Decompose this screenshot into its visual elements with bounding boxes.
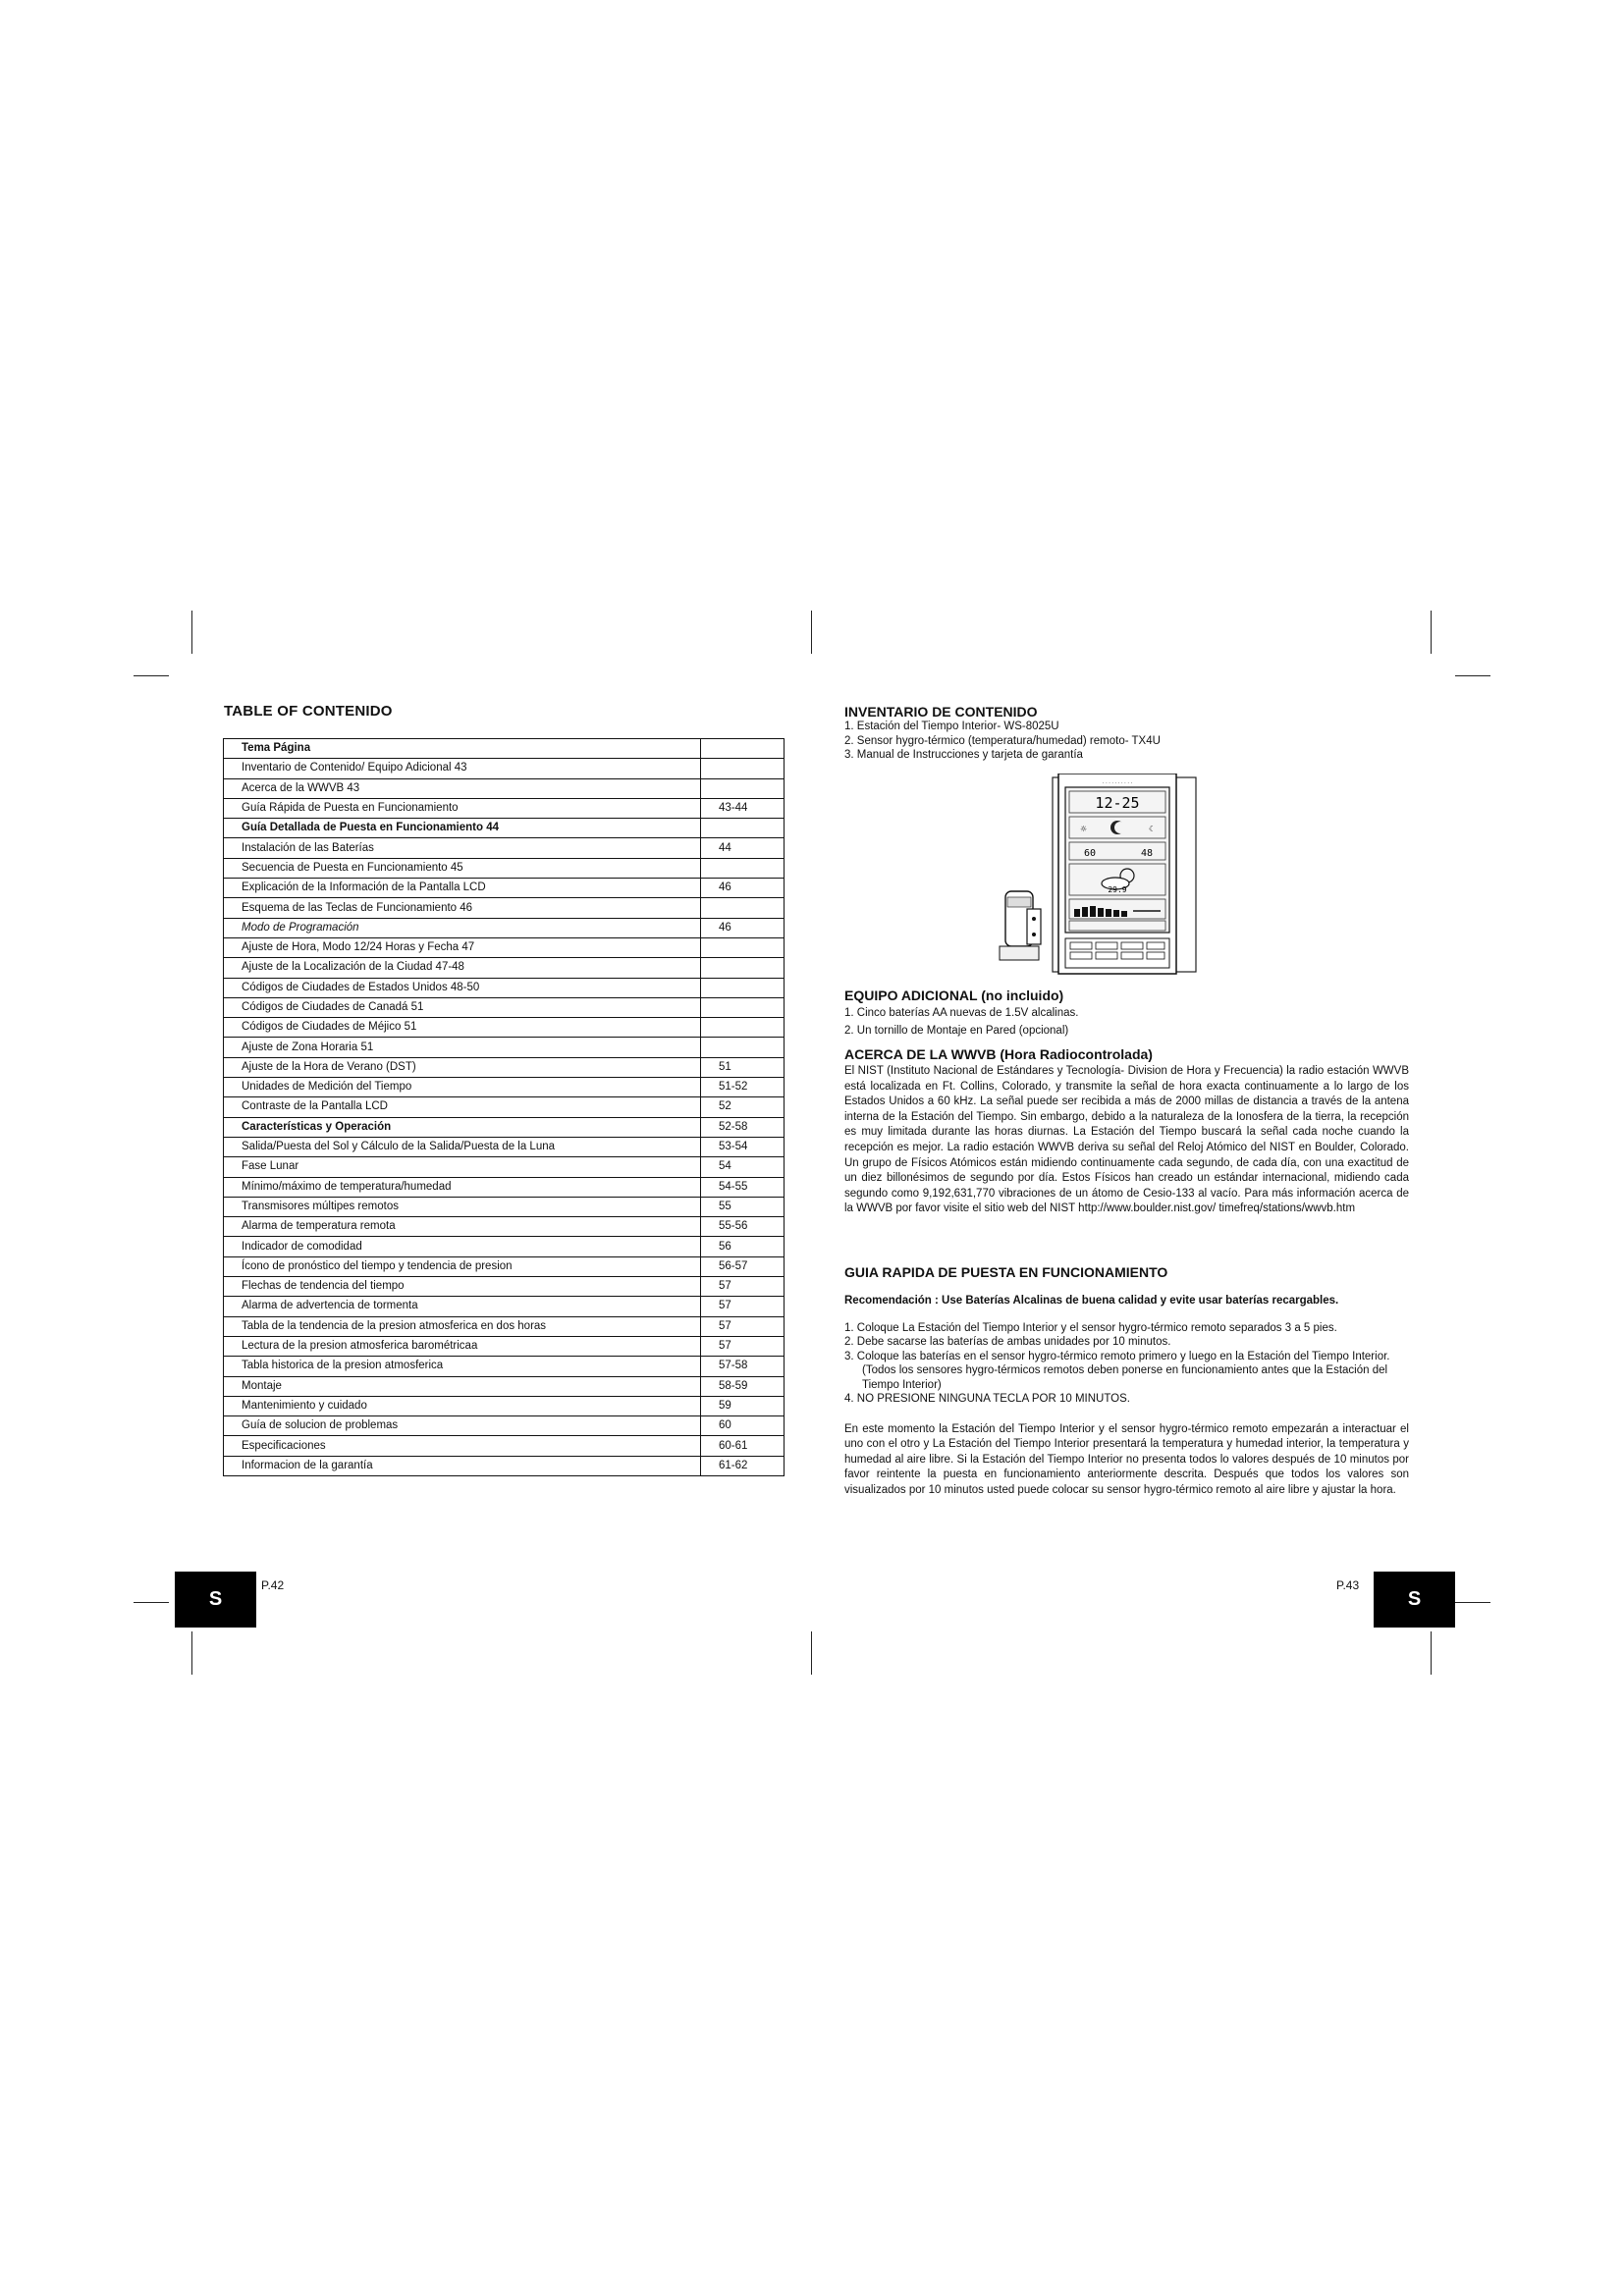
toc-page-cell bbox=[701, 778, 785, 798]
toc-page-cell: 59 bbox=[701, 1396, 785, 1415]
toc-topic-cell: Secuencia de Puesta en Funcionamiento 45 bbox=[224, 858, 701, 878]
table-row bbox=[224, 1217, 785, 1237]
toc-page-cell bbox=[701, 858, 785, 878]
toc-topic-cell: Características y Operación bbox=[224, 1117, 701, 1137]
table-row bbox=[224, 1038, 785, 1057]
toc-topic-cell: Guía Rápida de Puesta en Funcionamiento bbox=[224, 798, 701, 818]
toc-page-cell bbox=[701, 759, 785, 778]
table-row bbox=[224, 1436, 785, 1456]
table-row bbox=[224, 1197, 785, 1216]
toc-page-cell: 55-56 bbox=[701, 1217, 785, 1237]
table-row bbox=[224, 978, 785, 997]
table-row bbox=[224, 1137, 785, 1156]
toc-page-cell: 54-55 bbox=[701, 1177, 785, 1197]
page-number-right: P.43 bbox=[1336, 1578, 1360, 1592]
toc-topic-cell: Tema Página bbox=[224, 739, 701, 759]
table-row bbox=[224, 1157, 785, 1177]
table-row bbox=[224, 1456, 785, 1475]
list-item-note: (Todos los sensores hygro-térmicos remotos deben ponerse en funcionamiento antes que la Estación del Tiempo Interior) bbox=[862, 1364, 1388, 1391]
toc-page-cell bbox=[701, 978, 785, 997]
toc-page-cell: 57 bbox=[701, 1297, 785, 1316]
toc-topic-cell: Explicación de la Información de la Pantalla LCD bbox=[224, 879, 701, 898]
toc-page-cell bbox=[701, 819, 785, 838]
list-item: 3. Manual de Instrucciones y tarjeta de garantía bbox=[844, 749, 1083, 761]
toc-topic-cell: Ícono de pronóstico del tiempo y tendencia de presion bbox=[224, 1256, 701, 1276]
toc-table bbox=[223, 738, 785, 1476]
toc-topic-cell: Alarma de temperatura remota bbox=[224, 1217, 701, 1237]
table-row bbox=[224, 1357, 785, 1376]
display-date: 12-25 bbox=[1095, 794, 1140, 812]
toc-page-cell: 54 bbox=[701, 1157, 785, 1177]
table-row bbox=[224, 997, 785, 1017]
quick-steps-list bbox=[844, 1321, 1409, 1407]
toc-page-cell: 43-44 bbox=[701, 798, 785, 818]
equipment-heading: EQUIPO ADICIONAL (no incluido) bbox=[844, 988, 1064, 1003]
table-row bbox=[224, 1376, 785, 1396]
toc-topic-cell: Unidades de Medición del Tiempo bbox=[224, 1078, 701, 1097]
quick-setup-section bbox=[844, 1264, 1409, 1499]
toc-page-cell bbox=[701, 739, 785, 759]
crop-mark bbox=[191, 611, 192, 654]
table-row bbox=[224, 1336, 785, 1356]
weather-station-illustration bbox=[992, 774, 1208, 982]
toc-page-cell: 57 bbox=[701, 1277, 785, 1297]
toc-page-cell: 60 bbox=[701, 1416, 785, 1436]
toc-topic-cell: Informacion de la garantía bbox=[224, 1456, 701, 1475]
table-row bbox=[224, 739, 785, 759]
toc-topic-cell: Montaje bbox=[224, 1376, 701, 1396]
crop-mark bbox=[811, 1631, 812, 1675]
toc-topic-cell: Flechas de tendencia del tiempo bbox=[224, 1277, 701, 1297]
table-row bbox=[224, 759, 785, 778]
toc-page-cell: 57-58 bbox=[701, 1357, 785, 1376]
table-row bbox=[224, 858, 785, 878]
crop-mark bbox=[191, 1631, 192, 1675]
table-row bbox=[224, 1277, 785, 1297]
list-item: 1. Estación del Tiempo Interior- WS-8025U bbox=[844, 721, 1059, 732]
recommendation-text: Recomendación : Use Baterías Alcalinas de buena calidad y evite usar baterías recargables. bbox=[844, 1295, 1339, 1307]
toc-topic-cell: Lectura de la presion atmosferica barométricaa bbox=[224, 1336, 701, 1356]
table-row bbox=[224, 898, 785, 918]
toc-page-cell: 53-54 bbox=[701, 1137, 785, 1156]
page-number-left: P.42 bbox=[261, 1578, 285, 1592]
toc-topic-cell: Fase Lunar bbox=[224, 1157, 701, 1177]
toc-topic-cell: Especificaciones bbox=[224, 1436, 701, 1456]
toc-page-cell: 51 bbox=[701, 1057, 785, 1077]
toc-topic-cell: Contraste de la Pantalla LCD bbox=[224, 1097, 701, 1117]
toc-page-cell bbox=[701, 1038, 785, 1057]
toc-topic-cell: Esquema de las Teclas de Funcionamiento 46 bbox=[224, 898, 701, 918]
toc-topic-cell: Indicador de comodidad bbox=[224, 1237, 701, 1256]
toc-topic-cell: Alarma de advertencia de tormenta bbox=[224, 1297, 701, 1316]
equipment-section bbox=[844, 988, 1409, 1038]
toc-topic-cell: Instalación de las Baterías bbox=[224, 838, 701, 858]
table-row bbox=[224, 1057, 785, 1077]
badge-label: S bbox=[208, 1588, 223, 1610]
toc-page-cell bbox=[701, 937, 785, 957]
crop-mark bbox=[1431, 611, 1432, 654]
toc-topic-cell: Salida/Puesta del Sol y Cálculo de la Salida/Puesta de la Luna bbox=[224, 1137, 701, 1156]
toc-topic-cell: Transmisores múltipes remotos bbox=[224, 1197, 701, 1216]
section-badge-right bbox=[1374, 1572, 1455, 1628]
wwvb-heading: ACERCA DE LA WWVB (Hora Radiocontrolada) bbox=[844, 1046, 1153, 1062]
toc-topic-cell: Modo de Programación bbox=[224, 918, 701, 937]
table-row bbox=[224, 1297, 785, 1316]
table-row bbox=[224, 798, 785, 818]
crop-mark bbox=[811, 611, 812, 654]
toc-topic-cell: Guía de solucion de problemas bbox=[224, 1416, 701, 1436]
svg-text:☼: ☼ bbox=[1080, 825, 1088, 833]
table-row bbox=[224, 958, 785, 978]
list-item: 2. Debe sacarse las baterías de ambas unidades por 10 minutos. bbox=[844, 1336, 1171, 1349]
toc-page-cell bbox=[701, 1018, 785, 1038]
toc-page-cell: 55 bbox=[701, 1197, 785, 1216]
toc-topic-cell: Inventario de Contenido/ Equipo Adicional 43 bbox=[224, 759, 701, 778]
table-row bbox=[224, 1316, 785, 1336]
wwvb-text: El NIST (Instituto Nacional de Estándares y Tecnología- Division de Hora y Frecuencia) la radio estación WWVB está localizada en Ft. Collins, Colorado, y transmite la señal de hora exacta continuamente a lo largo de los Estados Unidos a 60 kHz. La señal puede ser recibida a más de 2000 millas de distancia a través de la antena interna de la Estación del Tiempo. Sin embargo, debido a la naturaleza de la Ionosfera de la tierra, la recepción es muy limitada durante las horas diurnas. La Estación del Tiempo buscará la señal cada noche cuando la recepción es mejor. La radio estación WWVB deriva su señal del Reloj Atómico del NIST en Boulder, Colorado. Un grupo de Físicos Atómicos están midiendo continuamente cada segundo, de cada día, con una exactitud de un diez billonésimos de segundo por día. Estos Físicos han creado un estándar internacional, midiendo cada segundo como 9,192,631,770 vibraciones de un átomo de Cesio-133 al vacío. Para más información acerca de la WWVB por favor visite el sitio web del NIST http://www.boulder.nist.gov/ timefreq/stations/wwvb.htm bbox=[844, 1065, 1409, 1215]
table-row bbox=[224, 1177, 785, 1197]
toc-page-cell bbox=[701, 997, 785, 1017]
table-row bbox=[224, 1416, 785, 1436]
toc-topic-cell: Ajuste de Zona Horaria 51 bbox=[224, 1038, 701, 1057]
toc-topic-cell: Mantenimiento y cuidado bbox=[224, 1396, 701, 1415]
toc-page-cell bbox=[701, 958, 785, 978]
toc-topic-cell: Tabla historica de la presion atmosferica bbox=[224, 1357, 701, 1376]
toc-title: TABLE OF CONTENIDO bbox=[224, 703, 393, 720]
closing-paragraph: En este momento la Estación del Tiempo Interior y el sensor hygro-térmico remoto empezarán a interactuar el uno con el otro y La Estación del Tiempo Interior presentará la temperatura y humedad interior, la temperatura y humedad al aire libre. Si la Estación del Tiempo Interior no presenta todos lo valores después de 10 minutos por favor reintente la puesta en funcionamiento anteriormente descrita. Después que todos los valores son visualizados por 10 minutos usted puede colocar su sensor hygro-térmico remoto al aire libre y ajustar la hora. bbox=[844, 1422, 1409, 1496]
inventory-section bbox=[844, 704, 1409, 763]
badge-label: S bbox=[1407, 1588, 1422, 1610]
toc-page-cell: 60-61 bbox=[701, 1436, 785, 1456]
table-row bbox=[224, 937, 785, 957]
toc-topic-cell: Códigos de Ciudades de Estados Unidos 48-50 bbox=[224, 978, 701, 997]
table-row bbox=[224, 1117, 785, 1137]
crop-mark bbox=[134, 675, 169, 676]
toc-topic-cell: Tabla de la tendencia de la presion atmosferica en dos horas bbox=[224, 1316, 701, 1336]
inventory-list bbox=[844, 720, 1409, 763]
toc-topic-cell: Acerca de la WWVB 43 bbox=[224, 778, 701, 798]
toc-page-cell: 52-58 bbox=[701, 1117, 785, 1137]
toc-page-cell: 56-57 bbox=[701, 1256, 785, 1276]
table-row bbox=[224, 1018, 785, 1038]
toc-topic-cell: Códigos de Ciudades de Méjico 51 bbox=[224, 1018, 701, 1038]
section-badge-left bbox=[175, 1572, 256, 1628]
display-outdoor: 60 bbox=[1083, 848, 1097, 859]
toc-topic-cell: Mínimo/máximo de temperatura/humedad bbox=[224, 1177, 701, 1197]
toc-page-cell: 51-52 bbox=[701, 1078, 785, 1097]
sensor-bracket bbox=[1027, 909, 1041, 944]
list-item: 3. Coloque las baterías en el sensor hygro-térmico remoto primero y luego en la Estación del Tiempo Interior. bbox=[844, 1350, 1390, 1362]
table-row bbox=[224, 1097, 785, 1117]
toc-page-cell: 58-59 bbox=[701, 1376, 785, 1396]
toc-topic-cell: Guía Detallada de Puesta en Funcionamiento 44 bbox=[224, 819, 701, 838]
table-row bbox=[224, 1078, 785, 1097]
list-item: 2. Un tornillo de Montaje en Pared (opcional) bbox=[844, 1024, 1069, 1037]
toc-topic-cell: Ajuste de la Hora de Verano (DST) bbox=[224, 1057, 701, 1077]
toc-page-cell: 46 bbox=[701, 879, 785, 898]
table-row bbox=[224, 1396, 785, 1415]
table-row bbox=[224, 879, 785, 898]
table-row bbox=[224, 819, 785, 838]
toc-page-cell: 44 bbox=[701, 838, 785, 858]
list-item: 1. Cinco baterías AA nuevas de 1.5V alcalinas. bbox=[844, 1007, 1079, 1019]
list-item: 4. NO PRESIONE NINGUNA TECLA POR 10 MINUTOS. bbox=[844, 1393, 1130, 1406]
display-indoor: 48 bbox=[1140, 848, 1154, 859]
toc-page-cell: 57 bbox=[701, 1336, 785, 1356]
toc-page-cell: 52 bbox=[701, 1097, 785, 1117]
quick-setup-heading: GUIA RAPIDA DE PUESTA EN FUNCIONAMIENTO bbox=[844, 1264, 1168, 1280]
toc-page-cell: 56 bbox=[701, 1237, 785, 1256]
table-row bbox=[224, 1256, 785, 1276]
svg-text:☾: ☾ bbox=[1149, 825, 1157, 833]
table-row bbox=[224, 918, 785, 937]
table-row bbox=[224, 1237, 785, 1256]
inventory-heading: INVENTARIO DE CONTENIDO bbox=[844, 704, 1038, 720]
equipment-list bbox=[844, 1006, 1409, 1038]
toc-page-cell: 57 bbox=[701, 1316, 785, 1336]
crop-mark bbox=[1431, 1631, 1432, 1675]
display-pressure: 29.9 bbox=[1108, 885, 1127, 894]
toc-page-cell bbox=[701, 898, 785, 918]
toc-topic-cell: Códigos de Ciudades de Canadá 51 bbox=[224, 997, 701, 1017]
table-row bbox=[224, 778, 785, 798]
station-brand-text: · · · · · · · · · · bbox=[1102, 780, 1133, 786]
table-row bbox=[224, 838, 785, 858]
list-item: 2. Sensor hygro-térmico (temperatura/humedad) remoto- TX4U bbox=[844, 734, 1161, 747]
toc-page-cell: 61-62 bbox=[701, 1456, 785, 1475]
toc-page-cell: 46 bbox=[701, 918, 785, 937]
wwvb-section bbox=[844, 1046, 1409, 1217]
toc-topic-cell: Ajuste de la Localización de la Ciudad 47-48 bbox=[224, 958, 701, 978]
crop-mark bbox=[134, 1602, 169, 1603]
list-item: 1. Coloque La Estación del Tiempo Interior y el sensor hygro-térmico remoto separados 3 a 5 pies. bbox=[844, 1321, 1337, 1334]
toc-topic-cell: Ajuste de Hora, Modo 12/24 Horas y Fecha 47 bbox=[224, 937, 701, 957]
crop-mark bbox=[1455, 1602, 1490, 1603]
crop-mark bbox=[1455, 675, 1490, 676]
